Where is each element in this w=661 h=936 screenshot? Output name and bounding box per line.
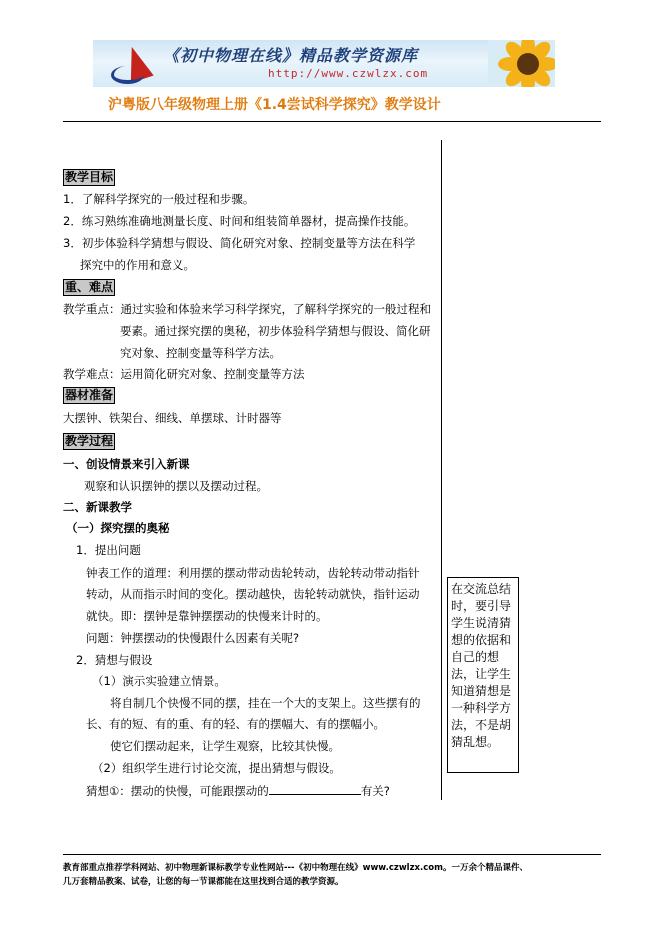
question-line-3: 就快。即：摆钟是靠钟摆摆动的快慢来计时的。 [86, 609, 328, 623]
objective-1: 1．了解科学探究的一般过程和步骤。 [63, 192, 255, 206]
sunflower-icon [488, 40, 555, 87]
step-2-title: 二、新课教学 [63, 500, 132, 514]
step-1-text: 观察和认识摆钟的摆以及摆动过程。 [84, 479, 268, 493]
guess-1-blank[interactable] [269, 784, 361, 795]
key-points-header: 重、难点 [65, 280, 114, 294]
step-1-title: 一、创设情景来引入新课 [63, 457, 190, 471]
objective-3-cont: 探究中的作用和意义。 [80, 258, 195, 272]
guess-1-prefix: 猜想①：摆动的快慢，可能跟摆动的 [86, 784, 269, 798]
hypothesis-line-1: 将自制几个快慢不同的摆，挂在一个大的支架上。这些摆有的 [110, 696, 421, 710]
process-header: 教学过程 [65, 434, 114, 448]
objective-3: 3．初步体验科学猜想与假设、简化研究对象、控制变量等方法在科学 [63, 236, 416, 250]
guess-1-suffix: 有关? [360, 784, 390, 798]
key-point-line-3: 究对象、控制变量等科学方法。 [120, 346, 281, 360]
objectives-header: 教学目标 [65, 170, 114, 184]
banner-url[interactable]: http://www.czwlzx.com [268, 67, 429, 80]
header-banner [93, 40, 555, 87]
difficulty-line: 教学难点：运用简化研究对象、控制变量等方法 [63, 367, 305, 381]
banner-title: 《初中物理在线》精品教学资源库 [163, 46, 419, 65]
hypothesis-step-2: （2）组织学生进行讨论交流，提出猜想与假设。 [92, 761, 341, 775]
side-note-text: 在交流总结时，要引导学生说清猜想的依据和自己的想法，让学生知道猜想是一种科学方法，不是胡猜乱想。 [451, 582, 512, 749]
hypothesis-title: 2．猜想与假设 [76, 653, 153, 667]
question-line-2: 转动，从而指示时间的变化。摆动越快，齿轮转动就快，指针运动 [86, 587, 420, 601]
logo-swoosh-icon [111, 66, 144, 84]
objective-2: 2．练习熟练准确地测量长度、时间和组装简单器材，提高操作技能。 [63, 214, 416, 228]
subsection-1-title: （一）探究摆的奥秘 [66, 521, 170, 535]
title-divider [63, 121, 601, 122]
question-title: 1．提出问题 [76, 543, 141, 557]
hypothesis-step-1: （1）演示实验建立情景。 [92, 674, 226, 688]
footer-line-2: 几万套精品教案、试卷，让您的每一节课都能在这里找到合适的教学资源。 [63, 877, 344, 887]
footer-line-1: 教育部重点推荐学科网站、初中物理新课标教学专业性网站---《初中物理在线》www.czwlzx.com。一万余个精品课件、 [63, 863, 528, 873]
guess-1-line [86, 783, 390, 799]
document-title: 沪粤版八年级物理上册《1.4尝试科学探究》教学设计 [108, 97, 441, 113]
question-line-1: 钟表工作的道理：利用摆的摆动带动齿轮转动，齿轮转动带动指针 [86, 566, 420, 580]
key-point-line-1: 教学重点：通过实验和体验来学习科学探究，了解科学探究的一般过程和 [63, 302, 431, 316]
footer-divider [63, 854, 601, 855]
question-line-4: 问题：钟摆摆动的快慢跟什么因素有关呢? [86, 631, 300, 645]
key-point-line-2: 要素。通过探究摆的奥秘，初步体验科学猜想与假设、简化研 [120, 324, 431, 338]
column-divider [441, 140, 442, 800]
equipment-list: 大摆钟、铁架台、细线、单摆球、计时器等 [63, 411, 282, 425]
hypothesis-line-3: 使它们摆动起来，让学生观察，比较其快慢。 [110, 739, 340, 753]
hypothesis-line-2: 长、有的短、有的重、有的轻、有的摆幅大、有的摆幅小。 [86, 717, 385, 731]
equipment-header: 器材准备 [65, 388, 114, 402]
